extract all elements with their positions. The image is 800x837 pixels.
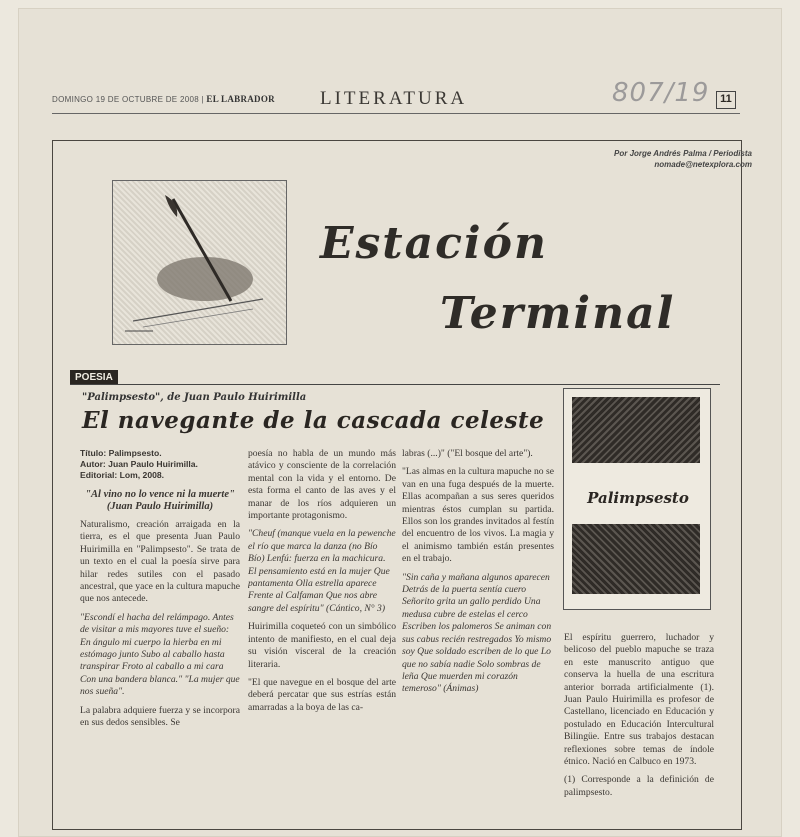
text-column-1	[80, 448, 240, 818]
section-title: LITERATURA	[320, 88, 468, 109]
byline	[614, 148, 752, 170]
paragraph: Naturalismo, creación arraigada en la tierra, es el que presenta Juan Paulo Huirimilla en "Palimpsesto". Se trata de un texto en el cual la poesía sirve para hilar redes sutiles con el pasado ancestral, que yace en la cultura mapuche que nos antecede.	[80, 519, 240, 605]
book-cover-texture	[572, 397, 700, 463]
page-number: 11	[716, 91, 736, 109]
book-cover-image	[563, 388, 711, 610]
paragraph: Huirimilla coqueteó con un simbólico intento de manifiesto, en el cual deja su visión visceral de la creación literaria.	[248, 621, 396, 670]
paragraph: La palabra adquiere fuerza y se incorpora en sus dedos sensibles. Se	[80, 704, 240, 729]
quill-hand-icon	[113, 181, 288, 346]
paper-name: EL LABRADOR	[206, 94, 275, 104]
poem-excerpt: "Cheuf (manque vuela en la pewenche el río que marca la danza (no Bío Bío) Lenfú: fuerza en la machicura. El pensamiento está en la mujer Que pantamenta Olla estrella aparece Frente al Calfaman Que nos abre sangre del espíritu" (Cántico, N° 3)	[248, 528, 396, 614]
page-header	[52, 78, 740, 112]
byline-email: nomade@netexplora.com	[654, 160, 752, 169]
book-cover-title: Palimpsesto	[587, 489, 689, 507]
text-column-4	[564, 632, 714, 822]
meta-author: Autor: Juan Paulo Huirimilla.	[80, 459, 198, 469]
epigraph: "Al vino no lo vence ni la muerte" (Juan Paulo Huirimilla)	[85, 489, 235, 512]
poem-excerpt: "Escondí el hacha del relámpago. Antes de visitar a mis mayores tuve el sueño: En ángulo mi cuerpo la hierba en mi estómago junto Subo al caballo hasta transpirar Froto al caballo a mi cara Con una bandera blanca." "La mujer que nos sueña".	[80, 611, 240, 698]
section-tag: POESIA	[70, 370, 118, 385]
article-kicker: "Palimpsesto", de Juan Paulo Huirimilla	[82, 392, 307, 403]
section-rule	[70, 384, 720, 385]
dateline	[52, 94, 275, 104]
dateline-text: DOMINGO 19 DE OCTUBRE DE 2008 |	[52, 95, 204, 104]
footnote: (1) Corresponde a la definición de palimpsesto.	[564, 774, 714, 798]
paragraph: labras (...)" ("El bosque del arte").	[402, 448, 533, 459]
headline-line-1: Estación	[320, 218, 548, 269]
poem-excerpt: "Sin caña y mañana algunos aparecen Detrás de la puerta sentía cuero Señorito grita un gallo perdido Una medusa cubre de estelas el cerco Escriben los palomeros Se animan con sus cabus recién restregados Yo mismo soy Que soldado escriben de lo que Lo que no sabía nadie Solo sombras de leña Que muerden mi corazón temeroso" (Ánimas)	[402, 571, 552, 695]
paragraph: "El que navegue en el bosque del arte deberá percatar que sus estrías están amarradas a la boya de las ca-	[248, 676, 396, 713]
headline-line-2: Terminal	[440, 288, 676, 339]
meta-publisher: Editorial: Lom, 2008.	[80, 470, 165, 480]
text-column-3	[402, 448, 554, 818]
paragraph: El espíritu guerrero, luchador y belicoso del pueblo mapuche se traza en este manuscrito antiguo que conserva la huella de una escritura anterior borrada artificialmente (1). Juan Paulo Huirimilla es profesor de Castellano, licenciado en Educación y postulado en Educación Intercultural Bilingüe. Entre sus trabajos destacan reflexiones sobre temas de índole étnico. Nació en Calbuco en 1973.	[564, 632, 714, 768]
byline-name: Por Jorge Andrés Palma / Periodista	[614, 149, 752, 158]
header-rule	[52, 113, 740, 114]
paragraph: poesía no habla de un mundo más atávico y consciente de la correlación mental con la vida y el entorno. De esta forma el canto de las aves y el manar de los ríos adquieren un importante protagonismo.	[248, 448, 396, 522]
paragraph: "Las almas en la cultura mapuche no se van en una fuga después de la muerte. Ellas acompañan a sus seres queridos mientras éstos cumplan su partida. Ellos son los grandes invitados al festín del encuentro de los vivos. La magia y el animismo también están presentes en el trabajo.	[402, 466, 554, 565]
archive-code: 807/19	[612, 78, 710, 108]
text-column-2	[248, 448, 396, 818]
article-title: El navegante de la cascada celeste	[82, 407, 545, 434]
meta-title: Título: Palimpsesto.	[80, 448, 162, 458]
book-cover-texture	[572, 524, 700, 594]
hand-writing-illustration	[112, 180, 287, 345]
